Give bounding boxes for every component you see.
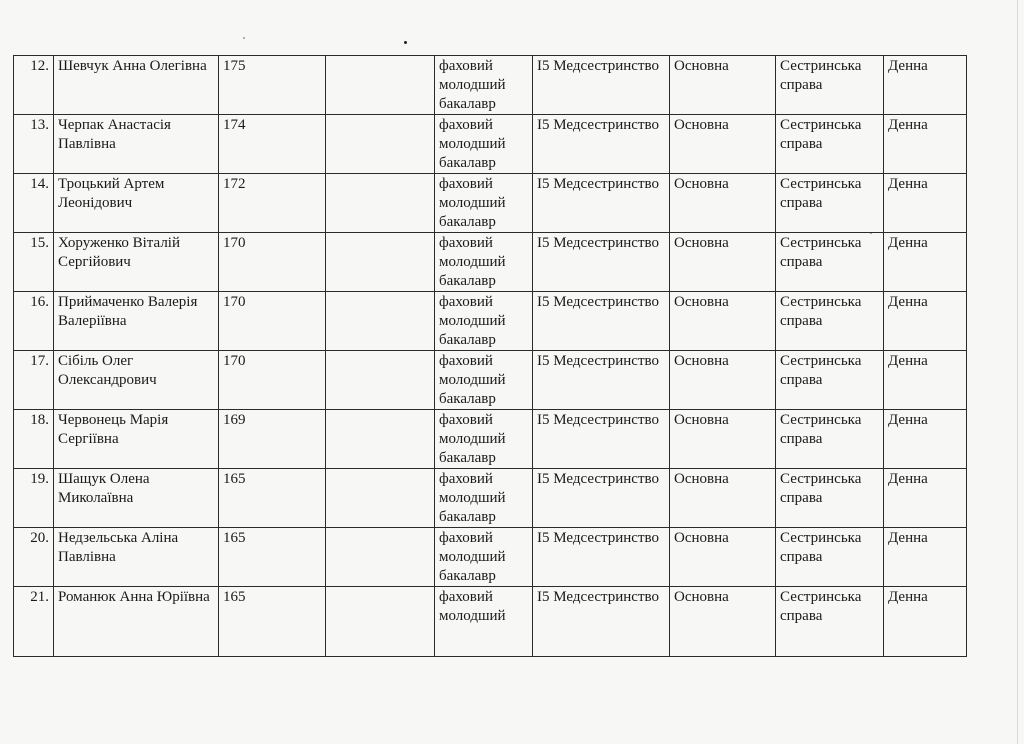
score-cell: 172	[219, 174, 326, 233]
row-number: 16.	[14, 292, 54, 351]
row-number: 20.	[14, 528, 54, 587]
extra-cell	[326, 351, 435, 410]
table-row	[14, 528, 967, 587]
extra-cell	[326, 56, 435, 115]
scan-speck	[243, 37, 245, 39]
score-cell: 170	[219, 351, 326, 410]
specialty-cell: І5 Медсестринство	[533, 174, 670, 233]
applicant-name: Сібіль Олег Олександрович	[54, 351, 219, 410]
page-edge	[1017, 0, 1018, 744]
table-row	[14, 56, 967, 115]
applicant-name: Приймаченко Валерія Валеріївна	[54, 292, 219, 351]
row-number: 18.	[14, 410, 54, 469]
extra-cell	[326, 587, 435, 657]
extra-cell	[326, 410, 435, 469]
row-number: 21.	[14, 587, 54, 657]
program-cell: Сестринська справа	[776, 587, 884, 657]
degree-cell: фаховий молодший бакалавр	[435, 528, 533, 587]
program-cell: Сестринська справа	[776, 292, 884, 351]
extra-cell	[326, 292, 435, 351]
basis-cell: Основна	[670, 174, 776, 233]
table-row	[14, 233, 967, 292]
row-number: 19.	[14, 469, 54, 528]
table-row	[14, 292, 967, 351]
study-form-cell: Денна	[884, 115, 967, 174]
table-row	[14, 174, 967, 233]
degree-cell: фаховий молодший бакалавр	[435, 233, 533, 292]
degree-cell: фаховий молодший бакалавр	[435, 56, 533, 115]
study-form-cell: Денна	[884, 233, 967, 292]
degree-cell: фаховий молодший бакалавр	[435, 292, 533, 351]
degree-cell: фаховий молодший бакалавр	[435, 469, 533, 528]
degree-cell: фаховий молодший бакалавр	[435, 115, 533, 174]
study-form-cell: Денна	[884, 56, 967, 115]
basis-cell: Основна	[670, 292, 776, 351]
basis-cell: Основна	[670, 410, 776, 469]
program-cell: Сестринська справа	[776, 174, 884, 233]
score-cell: 174	[219, 115, 326, 174]
degree-cell: фаховий молодший	[435, 587, 533, 657]
row-number: 12.	[14, 56, 54, 115]
applicant-name: Романюк Анна Юріївна	[54, 587, 219, 657]
specialty-cell: І5 Медсестринство	[533, 528, 670, 587]
specialty-cell: І5 Медсестринство	[533, 56, 670, 115]
specialty-cell: І5 Медсестринство	[533, 469, 670, 528]
degree-cell: фаховий молодший бакалавр	[435, 174, 533, 233]
specialty-cell: І5 Медсестринство	[533, 351, 670, 410]
program-cell: Сестринська справа	[776, 351, 884, 410]
basis-cell: Основна	[670, 115, 776, 174]
basis-cell: Основна	[670, 233, 776, 292]
study-form-cell: Денна	[884, 174, 967, 233]
basis-cell: Основна	[670, 469, 776, 528]
applicant-name: Хоруженко Віталій Сергійович	[54, 233, 219, 292]
score-cell: 175	[219, 56, 326, 115]
basis-cell: Основна	[670, 56, 776, 115]
extra-cell	[326, 115, 435, 174]
study-form-cell: Денна	[884, 469, 967, 528]
score-cell: 169	[219, 410, 326, 469]
row-number: 13.	[14, 115, 54, 174]
table-row	[14, 115, 967, 174]
program-cell: Сестринська справа	[776, 56, 884, 115]
program-cell: Сестринська справа	[776, 410, 884, 469]
specialty-cell: І5 Медсестринство	[533, 233, 670, 292]
score-cell: 170	[219, 292, 326, 351]
score-cell: 165	[219, 469, 326, 528]
specialty-cell: І5 Медсестринство	[533, 410, 670, 469]
study-form-cell: Денна	[884, 587, 967, 657]
applicant-name: Троцький Артем Леонідович	[54, 174, 219, 233]
applicant-name: Червонець Марія Сергіївна	[54, 410, 219, 469]
study-form-cell: Денна	[884, 528, 967, 587]
extra-cell	[326, 528, 435, 587]
study-form-cell: Денна	[884, 351, 967, 410]
row-number: 17.	[14, 351, 54, 410]
extra-cell	[326, 469, 435, 528]
applicant-name: Шащук Олена Миколаївна	[54, 469, 219, 528]
specialty-cell: І5 Медсестринство	[533, 115, 670, 174]
row-number: 14.	[14, 174, 54, 233]
basis-cell: Основна	[670, 528, 776, 587]
scan-speck	[404, 41, 407, 44]
applicant-name: Черпак Анастасія Павлівна	[54, 115, 219, 174]
basis-cell: Основна	[670, 587, 776, 657]
extra-cell	[326, 174, 435, 233]
table-row	[14, 410, 967, 469]
table-row	[14, 469, 967, 528]
program-cell: Сестринська справа	[776, 528, 884, 587]
table-body	[14, 56, 967, 657]
applicants-table	[13, 55, 967, 657]
applicant-name: Шевчук Анна Олегівна	[54, 56, 219, 115]
score-cell: 170	[219, 233, 326, 292]
study-form-cell: Денна	[884, 410, 967, 469]
program-cell: Сестринська справа	[776, 115, 884, 174]
table-row	[14, 587, 967, 657]
specialty-cell: І5 Медсестринство	[533, 292, 670, 351]
basis-cell: Основна	[670, 351, 776, 410]
extra-cell	[326, 233, 435, 292]
degree-cell: фаховий молодший бакалавр	[435, 410, 533, 469]
score-cell: 165	[219, 587, 326, 657]
specialty-cell: І5 Медсестринство	[533, 587, 670, 657]
score-cell: 165	[219, 528, 326, 587]
row-number: 15.	[14, 233, 54, 292]
table-row	[14, 351, 967, 410]
applicant-name: Недзельська Аліна Павлівна	[54, 528, 219, 587]
study-form-cell: Денна	[884, 292, 967, 351]
degree-cell: фаховий молодший бакалавр	[435, 351, 533, 410]
program-cell: Сестринська справа	[776, 233, 884, 292]
program-cell: Сестринська справа	[776, 469, 884, 528]
